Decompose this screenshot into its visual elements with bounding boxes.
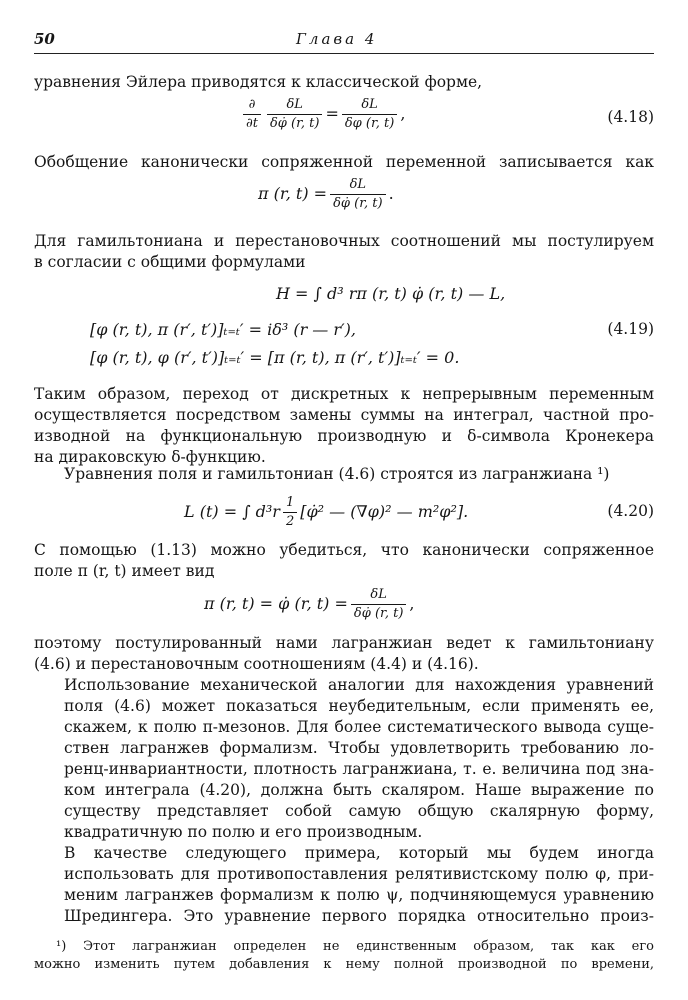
paragraph-1 [34, 72, 654, 93]
chapter-title: Глава 4 [296, 30, 378, 48]
page-number: 50 [34, 30, 55, 48]
text-line: в согласии с общими формулами [34, 253, 306, 271]
text-line: Обобщение канонически сопряженной переменной записывается как [34, 153, 654, 171]
text-line: ствен лагранжев формализм. Чтобы удовлетворить требованию ло- [64, 739, 654, 757]
text-line: квадратичную по полю и его производным. [64, 823, 423, 841]
equation-4-19-line-3: [φ (r, t), φ (r′, t′)]ₜ₌ₜ′ = [π (r, t), π (r′, t′)]ₜ₌ₜ′ = 0. [90, 348, 460, 367]
equation-number-4-18: (4.18) [607, 108, 654, 126]
text-line: В качестве следующего примера, который мы будем иногда [64, 844, 654, 862]
text-line: использовать для противопоставления релятивистскому полю φ, при- [64, 865, 654, 883]
equation-pi [258, 176, 394, 213]
text-line: (4.6) и перестановочным соотношениям (4.4) и (4.16). [34, 655, 479, 673]
text-line: Уравнения поля и гамильтониан (4.6) строятся из лагранжиана ¹) [64, 465, 610, 483]
eq-pi2-num: δL [351, 586, 406, 605]
equation-4-19-line-2: [φ (r, t), π (r′, t′)]ₜ₌ₜ′ = iδ³ (r — r′), [90, 320, 356, 339]
paragraph-9 [34, 843, 654, 927]
text-line: скажем, к полю π-мезонов. Для более систематического вывода суще- [64, 718, 654, 736]
text-line: уравнения Эйлера приводятся к классической форме, [34, 73, 483, 91]
header-rule [34, 53, 654, 54]
text-line: С помощью (1.13) можно убедиться, что канонически сопряженное [34, 541, 654, 559]
eq-pi-den: δφ̇ (r, t) [333, 196, 383, 211]
equation-4-18: $\frac{\partial}{\partial t}$ $\frac{\delta L}{\delta\varphi̇ (r, t)}$ = $\frac{\delta L}{\delta\varphi (r, t)}$ , [240, 96, 405, 133]
eq-pi2-den: δφ̇ (r, t) [353, 606, 404, 621]
eq-4-18-tail: , [400, 104, 406, 123]
equation-pi-2 [204, 586, 415, 623]
text-line: Использование механической аналогии для нахождения уравнений [64, 676, 654, 694]
text-line: существу представляет собой самую общую скалярную форму, [64, 802, 654, 820]
text-line: Для гамильтониана и перестановочных соотношений мы постулируем [34, 232, 654, 250]
paragraph-3 [34, 231, 654, 273]
paragraph-5 [34, 464, 654, 485]
eq-4-18-mid-den: δφ̇ (r, t) [269, 116, 320, 131]
eq-4-18-rhs-num: δL [342, 96, 397, 115]
text-line: изводной на функциональную производную и δ-символа Кронекера [34, 427, 654, 445]
text-line: ренц-инвариантности, плотность лагранжиана, т. е. величина под зна- [64, 760, 654, 778]
text-line: поэтому постулированный нами лагранжиан ведет к гамильтониану [34, 634, 654, 652]
text-line: Таким образом, переход от дискретных к непрерывным переменным [34, 385, 654, 403]
footnote [34, 938, 654, 974]
text-line: меним лагранжев формализм к полю ψ, подчиняющемуся уравнению [64, 886, 654, 904]
eq-4-18-lhs-num: ∂ [243, 96, 261, 115]
eq-pi-lhs: π (r, t) = [258, 184, 328, 203]
paragraph-2 [34, 152, 654, 173]
eq-pi-tail: . [388, 184, 394, 203]
paragraph-6 [34, 540, 654, 582]
text-line: ком интеграла (4.20), должна быть скаляром. Наше выражение по [64, 781, 654, 799]
paragraph-7 [34, 633, 654, 675]
page-header [34, 30, 654, 52]
eq-pi2-tail: , [409, 594, 415, 613]
eq-4-18-lhs-den: ∂t [246, 116, 258, 131]
equation-4-20 [184, 494, 468, 531]
footnote-line: можно изменить путем добавления к нему полной производной по времени, [34, 957, 654, 972]
equation-4-19-line-1: H = ∫ d³ rπ (r, t) φ̇ (r, t) — L, [276, 284, 506, 303]
eq-4-20-half-den: 2 [285, 514, 295, 529]
equation-number-4-19: (4.19) [607, 320, 654, 338]
text-line: Шредингера. Это уравнение первого порядка относительно произ- [64, 907, 654, 925]
text-line: на дираковскую δ-функцию. [34, 448, 266, 466]
eq-4-18-rhs-den: δφ (r, t) [344, 116, 395, 131]
eq-4-20-half-num: 1 [283, 494, 297, 513]
eq-4-20-lhs: L (t) = ∫ d³r [184, 502, 280, 521]
text-line: поля (4.6) может показаться неубедительным, если применять ее, [64, 697, 654, 715]
text-line: осуществляется посредством замены суммы на интеграл, частной про- [34, 406, 654, 424]
eq-pi-num: δL [330, 176, 385, 195]
paragraph-8 [34, 675, 654, 843]
footnote-line: ¹) Этот лагранжиан определен не единственным образом, так как его [56, 939, 654, 954]
eq-pi2-lhs: π (r, t) = φ̇ (r, t) = [204, 594, 348, 613]
eq-4-20-rhs: [φ̇² — (∇φ)² — m²φ²]. [300, 502, 469, 521]
equation-number-4-20: (4.20) [607, 502, 654, 520]
paragraph-4 [34, 384, 654, 468]
eq-4-18-mid-num: δL [267, 96, 322, 115]
text-line: поле π (r, t) имеет вид [34, 562, 215, 580]
